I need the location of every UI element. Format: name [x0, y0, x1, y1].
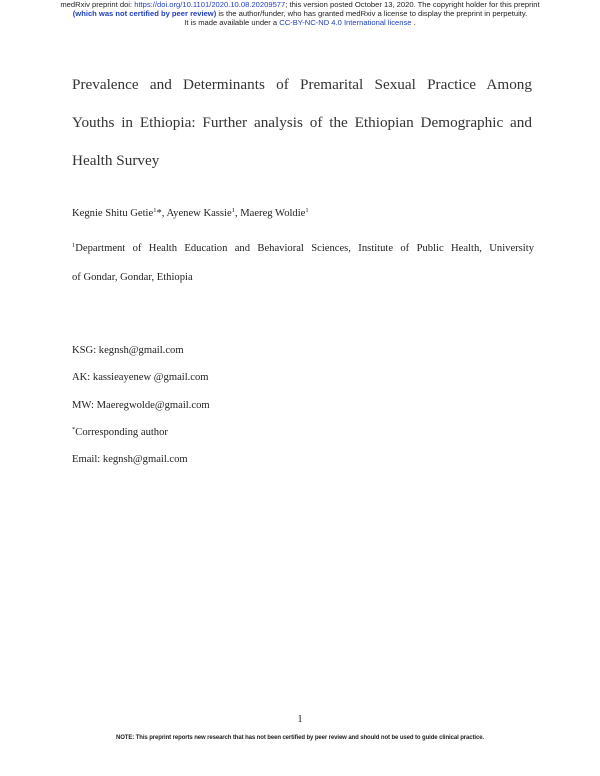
title-line-2: Youths in Ethiopia: Further analysis of the Ethiopian Demographic and [72, 114, 532, 131]
affiliation-line-1: $^1$Department of Health Education and Behavioral Sciences, Institute of Public Health, University [72, 242, 534, 254]
affiliation-marker: 1 [305, 207, 309, 214]
license-link[interactable]: CC-BY-NC-ND 4.0 International license [279, 18, 412, 27]
header-line-3: It is made available under a CC-BY-NC-ND 4.0 International license . [184, 18, 416, 27]
author-name: Kegnie Shitu Getie [72, 208, 154, 219]
corresponding-author-label: *Corresponding author [72, 426, 168, 438]
preprint-header [0, 0, 600, 27]
affiliation [72, 231, 534, 292]
author-name: Maereg Woldie [240, 208, 306, 219]
header-line-2: (which was not certified by peer review) is the author/funder, who has granted medRxiv a license to display the preprint in perpetuity. [72, 9, 528, 18]
author-list: Kegnie Shitu Getie$^1$*, Ayenew Kassie$^1$, Maereg Woldie$^1$ [72, 207, 309, 219]
title-line-3: Health Survey [72, 152, 160, 169]
author-name: Ayenew Kassie [166, 208, 232, 219]
contact-ak: AK: kassieayenew @gmail.com [72, 372, 209, 383]
header-line-1: medRxiv preprint doi: https://doi.org/10.1101/2020.10.08.20209577; this version posted October 13, 2020. The copyright holder for this preprint [60, 0, 540, 9]
affiliation-line-2: of Gondar, Gondar, Ethiopia [72, 272, 193, 283]
contact-ksg: KSG: kegnsh@gmail.com [72, 345, 184, 356]
corresponding-marker: * [156, 208, 162, 219]
paper-title [72, 66, 532, 180]
corresponding-email: Email: kegnsh@gmail.com [72, 454, 188, 465]
affiliation-marker: 1 [231, 207, 235, 214]
preprint-footer-note: NOTE: This preprint reports new research that has not been certified by peer review and should not be used to guide clinical practice. [115, 735, 485, 741]
page-number: 1 [297, 714, 303, 725]
peer-review-note: (which was not certified by peer review) [72, 9, 217, 18]
affiliation-marker: 1 [153, 207, 157, 214]
title-line-1: Prevalence and Determinants of Premarital Sexual Practice Among [72, 76, 532, 93]
doi-link[interactable]: https://doi.org/10.1101/2020.10.08.20209577 [134, 0, 286, 9]
contact-mw: MW: Maeregwolde@gmail.com [72, 400, 210, 411]
